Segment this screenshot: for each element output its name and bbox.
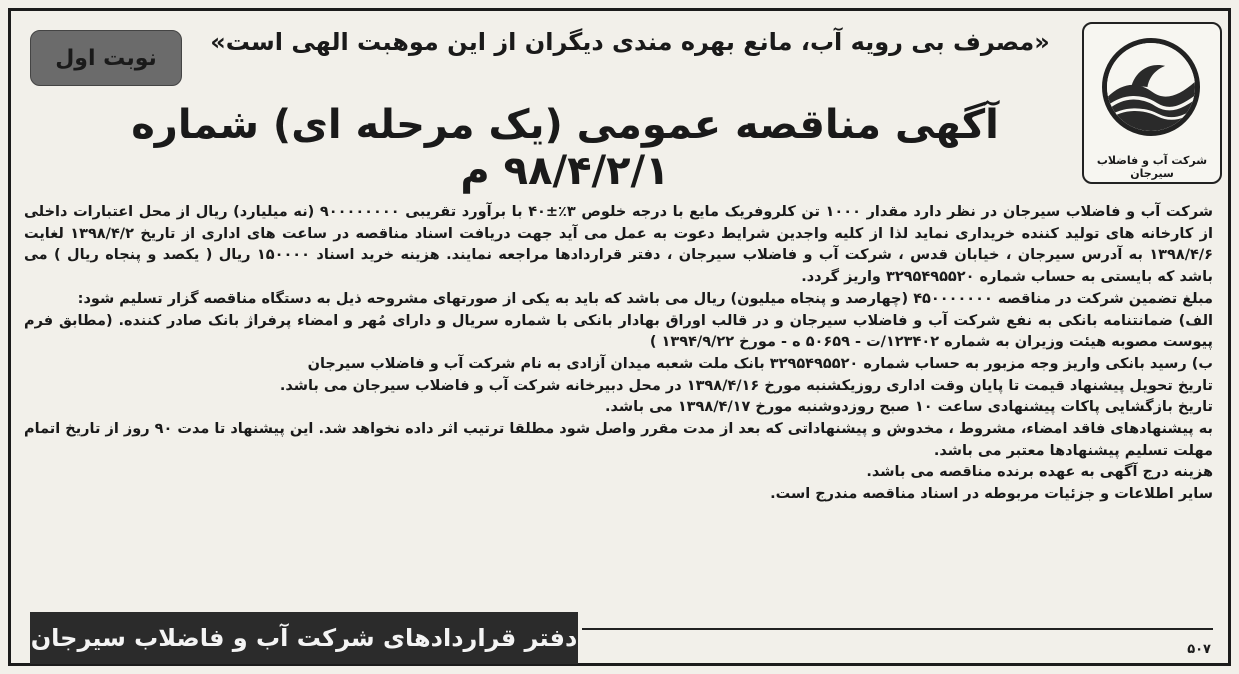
paragraph-conditions: به پیشنهادهای فاقد امضاء، مشروط ، مخدوش و پیشنهاداتی که بعد از مدت مقرر واصل شود مطلقا ترتیب اثر داده نخواهد شد. این پیشنهاد تا مدت ۹۰ روز از تاریخ اتمام مهلت تسلیم پیشنهادها معتبر می باشد. — [24, 421, 1213, 459]
turn-badge: نوبت اول — [30, 30, 182, 86]
logo-caption: شرکت آب و فاضلاب سیرجان — [1096, 154, 1208, 180]
water-wave-logo-icon — [1102, 38, 1200, 136]
notice-body — [24, 202, 1213, 506]
notice-title: آگهی مناقصه عمومی (یک مرحله ای) شماره ۹۸/۴/۲/۱ م — [131, 102, 999, 194]
company-logo-box — [1082, 22, 1222, 184]
contracts-office-banner: دفتر قراردادهای شرکت آب و فاضلاب سیرجان — [30, 612, 578, 664]
paragraph-opening-date: تاریخ بازگشایی پاکات پیشنهادی ساعت ۱۰ صبح روزدوشنبه مورخ ۱۳۹۸/۴/۱۷ می باشد. — [605, 399, 1213, 416]
paragraph-other-info: سایر اطلاعات و جزئیات مربوطه در اسناد مناقصه مندرج است. — [770, 486, 1213, 503]
footer-divider — [582, 628, 1213, 630]
paragraph-intro: شرکت آب و فاضلاب سیرجان در نظر دارد مقدار ۱۰۰۰ تن کلروفریک مایع با درجه خلوص ۳٪±۴۰ با برآورد تقریبی ۹۰۰۰۰۰۰۰۰ (نه میلیارد) ریال از محل اعتبارات داخلی از کارخانه های تولید کننده خریداری نماید لذا از کلیه واجدین شرایط دعوت به عمل می آید جهت دریافت اسناد مناقصه در ساعت های اداری از تاریخ ۱۳۹۸/۴/۲ لغایت ۱۳۹۸/۴/۶ به آدرس سیرجان ، خیابان قدس ، شرکت آب و فاضلاب سیرجان ، دفتر قراردادها مراجعه نمایند. هزینه خرید اسناد ۱۵۰۰۰۰ ریال ( یکصد و پنجاه ریال ) می باشد که بایستی به حساب شماره ۳۲۹۵۴۹۵۵۲۰ واریز گردد. — [24, 204, 1214, 286]
paragraph-ad-cost: هزینه درج آگهی به عهده برنده مناقصه می باشد. — [866, 464, 1213, 481]
paragraph-guarantee: مبلغ تضمین شرکت در مناقصه ۴۵۰۰۰۰۰۰۰ (چهارصد و پنجاه میلیون) ریال می باشد که باید به یکی از صورتهای مشروحه ذیل به دستگاه مناقصه گزار تسلیم شود: — [77, 290, 1213, 307]
ad-code: ۵۰۷ — [1187, 642, 1211, 657]
paragraph-delivery-date: تاریخ تحویل پیشنهاد قیمت تا پایان وقت اداری روزیکشنبه مورخ ۱۳۹۸/۴/۱۶ در محل دبیرخانه شرکت آب و فاضلاب سیرجان می باشد. — [279, 377, 1213, 394]
paragraph-option-b: ب) رسید بانکی واریز وجه مزبور به حساب شماره ۳۲۹۵۴۹۵۵۲۰ بانک ملت شعبه میدان آزادی به نام شرکت آب و فاضلاب سیرجان — [307, 355, 1213, 372]
paragraph-option-a: الف) ضمانتنامه بانکی به نفع شرکت آب و فاضلاب سیرجان و در قالب اوراق بهادار بانکی با شماره سریال و دارای مُهر و امضاء پرفراژ بانک صادر کننده. (مطابق فرم پیوست مصوبه هیئت وزیران به شماره ۱۲۳۴۰۲/ت - ۵۰۶۵۹ ه - مورخ ۱۳۹۴/۹/۲۲ ) — [24, 312, 1213, 351]
slogan: «مصرف بی رویه آب، مانع بهره مندی دیگران از این موهبت الهی است» — [210, 28, 1050, 56]
